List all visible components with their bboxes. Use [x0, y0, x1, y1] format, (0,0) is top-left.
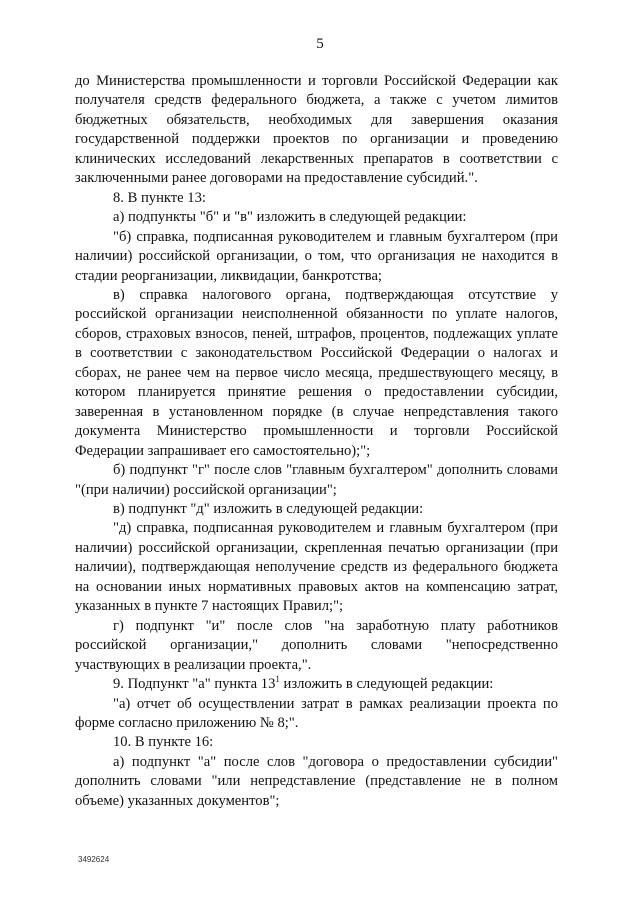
- item9-superscript: 1: [275, 674, 280, 685]
- paragraph: 10. В пункте 16:: [113, 734, 214, 751]
- paragraph: в) справка налогового органа, подтверждающая отсутствие у российской организации неисполненной обязанности по уплате налогов, сборов, страховых взносов, пеней, штрафов, процентов, подлежащих уплате в соответствии с законодательством Российской Федерации о налогах и сборах, не ранее чем на первое число месяца, предшествующего месяцу, в котором планируется принятие решения о предоставлении субсидии, заверенная в установленном порядке (в случае непредставления такого документа Министерство промышленности и торговли Российской Федерации запрашивает его самостоятельно);";: [75, 286, 558, 459]
- paragraph: б) подпункт "г" после слов "главным бухгалтером" дополнить словами "(при наличии) российской организации";: [75, 462, 558, 498]
- item9-text-after: изложить в следующей редакции:: [279, 676, 494, 693]
- paragraph: "б) справка, подписанная руководителем и главным бухгалтером (при наличии) российской организации, о том, что организация не находится в стадии реорганизации, ликвидации, банкротства;: [75, 228, 558, 284]
- item9-text-before: 9. Подпункт "а" пункта 13: [113, 676, 276, 693]
- paragraph: "д) справка, подписанная руководителем и главным бухгалтером (при наличии) российской организации, скрепленная печатью организации (при наличии), подтверждающая неполучение средств из федерального бюджета на основании иных нормативных правовых актов на компенсацию затрат, указанных в пункте 7 настоящих Правил;";: [75, 520, 558, 615]
- paragraph: 8. В пункте 13:: [113, 189, 206, 206]
- paragraph: до Министерства промышленности и торговли Российской Федерации как получателя средств федерального бюджета, а также с учетом лимитов бюджетных обязательств, необходимых для завершения оказания государственной поддержки проектов по организации и проведению клинических исследований лекарственных препаратов в соответствии с заключенными ранее договорами на предоставление субсидий.".: [75, 73, 558, 187]
- document-code: 3492624: [78, 855, 110, 864]
- paragraph: а) подпункт "а" после слов "договора о предоставлении субсидии" дополнить словами "или непредставление (представление не в полном объеме) указанных документов";: [75, 753, 558, 809]
- paragraph: в) подпункт "д" изложить в следующей редакции:: [113, 500, 424, 517]
- document-body: [75, 72, 558, 811]
- paragraph: г) подпункт "и" после слов "на заработную плату работников российской организации," дополнить словами "непосредственно участвующих в реализации проекта,".: [75, 617, 558, 673]
- page-number: 5: [316, 36, 324, 52]
- paragraph: а) подпункты "б" и "в" изложить в следующей редакции:: [113, 209, 467, 226]
- paragraph: "а) отчет об осуществлении затрат в рамках реализации проекта по форме согласно приложению № 8;".: [75, 695, 558, 731]
- paragraph-item-9: [75, 675, 558, 694]
